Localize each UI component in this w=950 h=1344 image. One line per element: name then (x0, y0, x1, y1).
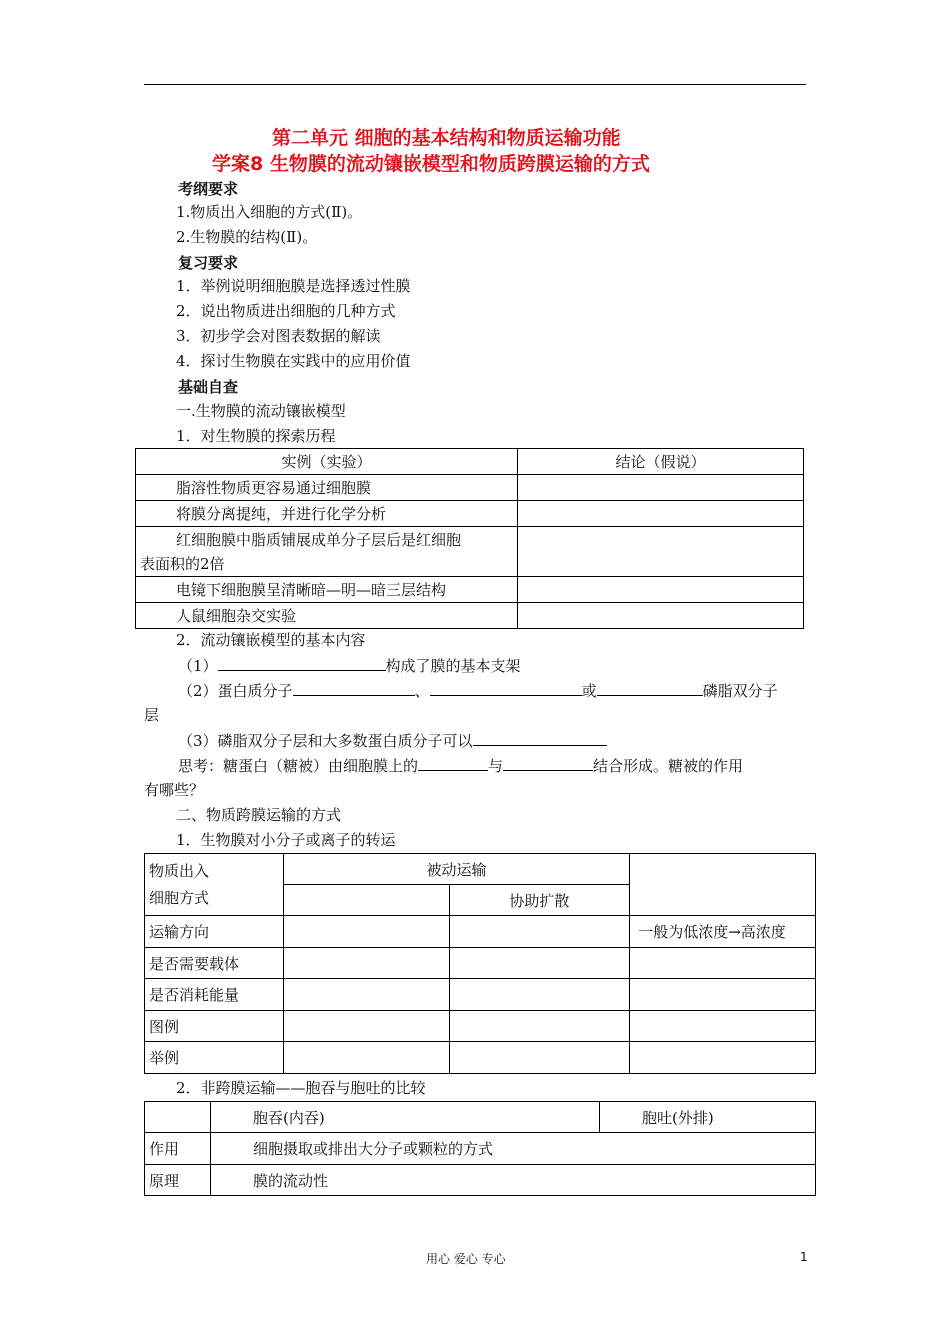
blank-1[interactable] (218, 655, 386, 671)
section1-sub1: 1．对生物膜的探索历程 (176, 427, 336, 445)
fill-item-2-wrap: 层 (144, 706, 160, 724)
fill-item-1-suffix: 构成了膜的基本支架 (385, 657, 521, 675)
section2-sub2: 2．非跨膜运输——胞吞与胞吐的比较 (176, 1079, 426, 1097)
review-item-1: 1．举例说明细胞膜是选择透过性膜 (176, 277, 411, 295)
row-label-example: 举例 (145, 1042, 284, 1074)
endo-exo-corner (145, 1102, 211, 1133)
cell-principle: 膜的流动性 (211, 1165, 816, 1196)
passive-transport-header: 被动运输 (283, 854, 629, 885)
fill-item-2 (178, 680, 778, 701)
section2-sub1: 1．生物膜对小分子或离子的转运 (176, 831, 396, 849)
example-row-2: 将膜分离提纯，并进行化学分析 (136, 501, 518, 527)
example-row-4: 电镜下细胞膜呈清晰暗—明—暗三层结构 (136, 577, 518, 603)
basics-heading: 基础自查 (178, 378, 239, 396)
fill-item-1-prefix: （1） (178, 657, 218, 675)
fill-item-1 (178, 655, 521, 676)
corner-line-2: 细胞方式 (149, 888, 210, 907)
fill-item-3-prefix: （3）磷脂双分子层和大多数蛋白质分子可以 (178, 732, 473, 750)
title-line-2: 学案8 生物膜的流动镶嵌模型和物质跨膜运输的方式 (212, 153, 650, 175)
exploration-table (135, 448, 804, 629)
section1-sub2: 2．流动镶嵌模型的基本内容 (176, 631, 366, 649)
row-label-energy: 是否消耗能量 (145, 979, 284, 1011)
example-row-3-line2: 表面积的2倍 (140, 554, 225, 573)
transport-table (144, 853, 816, 1074)
conclusion-cell-5 (518, 603, 804, 629)
cell-diagram-simple (283, 1011, 449, 1042)
review-heading: 复习要求 (178, 254, 239, 272)
think-mid: 与 (488, 757, 504, 775)
cell-carrier-simple (283, 948, 449, 979)
header-conclusion: 结论（假说） (518, 449, 804, 475)
cell-example-active (630, 1042, 816, 1074)
conclusion-cell-3 (518, 527, 804, 577)
cell-direction-active: 一般为低浓度→高浓度 (630, 916, 816, 948)
section1-title: 一.生物膜的流动镶嵌模型 (176, 402, 346, 420)
page-number: 1 (800, 1250, 808, 1264)
header-example: 实例（实验） (136, 449, 518, 475)
endo-exo-table (144, 1101, 816, 1196)
header-rule (144, 84, 806, 85)
blank-2b[interactable] (430, 680, 582, 696)
corner-cell (145, 854, 284, 916)
title-line-1: 第二单元 细胞的基本结构和物质运输功能 (272, 127, 621, 149)
fill-item-3 (178, 730, 607, 751)
outline-item-2: 2.生物膜的结构(Ⅱ)。 (176, 228, 318, 246)
conclusion-cell-2 (518, 501, 804, 527)
row-label-diagram: 图例 (145, 1011, 284, 1042)
cell-example-facilitated (449, 1042, 630, 1074)
cell-energy-facilitated (449, 979, 630, 1011)
fill-item-2-sep2: 或 (581, 682, 597, 700)
fill-item-2-prefix: （2）蛋白质分子 (178, 682, 293, 700)
cell-direction-simple (283, 916, 449, 948)
outline-item-1: 1.物质出入细胞的方式(Ⅱ)。 (176, 203, 363, 221)
cell-diagram-active (630, 1011, 816, 1042)
outline-heading: 考纲要求 (178, 180, 239, 198)
think-suffix: 结合形成。糖被的作用 (593, 757, 744, 775)
cell-example-simple (283, 1042, 449, 1074)
cell-function: 细胞摄取或排出大分子或颗粒的方式 (211, 1133, 816, 1165)
fill-item-2-sep1: 、 (414, 682, 430, 700)
example-row-3-line1: 红细胞膜中脂质铺展成单分子层后是红细胞 (176, 530, 462, 549)
blank-2a[interactable] (293, 680, 415, 696)
row-label-direction: 运输方向 (145, 916, 284, 948)
row-label-function: 作用 (145, 1133, 211, 1165)
conclusion-cell-1 (518, 475, 804, 501)
example-row-3 (136, 527, 518, 577)
conclusion-cell-4 (518, 577, 804, 603)
blank-3[interactable] (473, 730, 607, 746)
section2-title: 二、物质跨膜运输的方式 (176, 806, 342, 824)
cell-direction-facilitated (449, 916, 630, 948)
header-exocytosis: 胞吐(外排) (600, 1102, 816, 1133)
row-label-principle: 原理 (145, 1165, 211, 1196)
think-prefix: 思考：糖蛋白（糖被）由细胞膜上的 (178, 757, 419, 775)
cell-carrier-facilitated (449, 948, 630, 979)
example-row-5: 人鼠细胞杂交实验 (136, 603, 518, 629)
think-question (178, 755, 743, 776)
cell-diagram-facilitated (449, 1011, 630, 1042)
corner-line-1: 物质出入 (149, 861, 210, 880)
cell-energy-simple (283, 979, 449, 1011)
review-item-2: 2．说出物质进出细胞的几种方式 (176, 302, 396, 320)
header-endocytosis: 胞吞(内吞) (211, 1102, 600, 1133)
fill-item-2-suffix: 磷脂双分子 (702, 682, 778, 700)
simple-diffusion-header (283, 885, 449, 916)
review-item-4: 4．探讨生物膜在实践中的应用价值 (176, 352, 411, 370)
review-item-3: 3．初步学会对图表数据的解读 (176, 327, 381, 345)
footer-text: 用心 爱心 专心 (426, 1252, 506, 1266)
row-label-carrier: 是否需要载体 (145, 948, 284, 979)
think-wrap: 有哪些？ (144, 781, 205, 799)
blank-think-2[interactable] (503, 755, 593, 771)
blank-think-1[interactable] (418, 755, 488, 771)
example-row-1: 脂溶性物质更容易通过细胞膜 (136, 475, 518, 501)
cell-carrier-active (630, 948, 816, 979)
active-transport-header (630, 854, 816, 916)
blank-2c[interactable] (597, 680, 703, 696)
facilitated-diffusion-header: 协助扩散 (449, 885, 630, 916)
cell-energy-active (630, 979, 816, 1011)
